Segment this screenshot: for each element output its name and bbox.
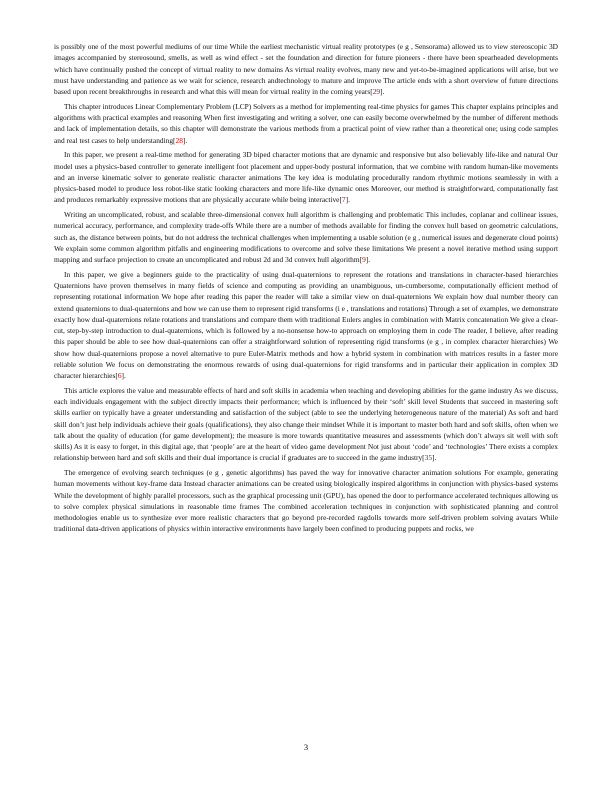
paragraph-text: ].: [182, 135, 188, 145]
paragraph-text: This chapter introduces Linear Complementary Problem (LCP) Solvers as a method for implementing real-time physics for games This chapter explains principles and algorithms with practical examples and reasoning When first investigating and writing a solver, one can easily become overwhelmed by the number of different methods and lack of implementation details, so this chapter will demonstrate the various methods from a practical point of view rather than a theoretical one; using code samples and real test cases to help understanding[: [54, 101, 558, 145]
paragraph-text: ].: [432, 453, 437, 463]
paragraph-text: ].: [365, 255, 371, 264]
paragraph-text: In this paper, we give a beginners guide to the practicality of using dual-quaternions to represent the rotations and translations in character-based hierarchies Quaternions have proven themselves in many fields of science and computing as providing an unambiguous, un-cumbersome, computationally efficient method of representing rotational information We hope after reading this paper the reader will take a similar view on dual-quaternions We explain how dual number theory can extend quaternions to dual-quaternions and how we can use them to represent rigid transforms (i e , translations and rotations) Through a set of examples, we demonstrate exactly how dual-quaternions relate rotations and translations and compare them with traditional Eulers angles in combination with Matrix concatenation We give a clear-cut, step-by-step introduction to dual-quaternions, which is followed by a no-nonsense how-to approach on employing them in code The reader, I believe, after reading this paper should be able to see how dual-quaternions can offer a straightforward solution of representing rigid transforms (e g , in complex character hierarchies) We show how dual-quaternions propose a novel alternative to pure Euler-Matrix methods and how a hybrid system in combination with matrices results in a faster more reliable solution We focus on demonstrating the enormous rewards of using dual-quaternions for rigid transforms and in particular their application in complex 3D character hierarchies[: [54, 269, 558, 380]
citation-link[interactable]: 7: [341, 195, 346, 205]
paragraph: [54, 101, 558, 146]
paragraph: [54, 149, 558, 205]
citation-link[interactable]: 29: [372, 87, 381, 96]
page-body: [54, 41, 558, 538]
paragraph-text: This article explores the value and measurable effects of hard and soft skills in academia when teaching and developing abilities for the game industry As we discuss, each individuals engagement with the subject directly impacts their performance; which is influenced by their ‘soft’ skill level Students that succeed in mastering soft skills earlier on typically have a greater understanding and satisfaction of the subject (able to see the underlying heterogeneous nature of the material) As soft and hard skill don’t just help individuals achieve their goals (qualifications), they also change their mindset While it is important to master both hard and soft skills, often when we talk about the quality of education (for game development); the measure is more towards quantitative measures and assessments (which don’t always sit well with soft skills) As it is easy to forget, in this digital age, that ‘people’ are at the heart of video game development Not just about ‘code’ and ‘technologies’ There exists a complex relationship between hard and soft skills and their dual importance is crucial if graduates are to succeed in the game industry[: [54, 385, 558, 463]
paragraph: [54, 209, 558, 265]
paragraph: [54, 467, 558, 535]
paragraph-text: ].: [345, 195, 350, 205]
paragraph: [54, 269, 558, 382]
paragraph-text: Writing an uncomplicated, robust, and scalable three-dimensional convex hull algorithm is challenging and problematic This includes, coplanar and collinear issues, numerical accuracy, performance, and complexity trade-offs While there are a number of methods available for finding the convex hull based on geometric calculations, such as, the distance between points, but do not address the technical challenges when implementing a usable solution (e g , numerical issues and degenerate cloud points) We explain some common algorithm pitfalls and engineering modifications to overcome and solve these limitations We present a novel iterative method using support mapping and surface projection to create an uncomplicated and robust 2d and 3d convex hull algorithm[: [54, 210, 558, 264]
paragraph-text: is possibly one of the most powerful mediums of our time While the earliest mechanistic virtual reality prototypes (e g , Sensorama) allowed us to view stereoscopic 3D images accompanied by stereosound, smells, as well as wind effect - set the foundation and direction for future pioneers - there have been spearheaded developments which have continually pushed the concept of virtual reality to new domains As virtual reality evolves, many new and yet-to-be-imagined applications will arise, but we must have understanding and patience as we wait for science, research andtechnology to mature and improve The article ends with a short overview of future directions based upon recent breakthroughs in research and what this will mean for virtual reality in the coming years[: [54, 42, 558, 96]
citation-link[interactable]: 9: [362, 255, 366, 264]
citation-link[interactable]: 6: [117, 371, 122, 380]
paragraph: [54, 41, 558, 97]
paragraph-text: The emergence of evolving search techniques (e g , genetic algorithms) has paved the way for innovative character animation solutions For example, generating human movements without key-frame data Instead character animations can be created using biologically inspired algorithms in conjunction with physics-based systems While the development of highly parallel processors, such as the graphical processing unit (GPU), has opened the door to performance accelerated techniques allowing us to solve complex physical simulations in reasonable time frames The combined acceleration techniques in conjunction with sophisticated planning and control methodologies enable us to synthesize ever more realistic characters that go beyond pre-recorded ragdolls towards more self-driven problem solving avatars While traditional data-driven applications of physics within interactive environments have largely been confined to producing puppets and rocks, we: [54, 468, 558, 534]
paragraph-text: In this paper, we present a real-time method for generating 3D biped character motions that are dynamic and responsive but also believably life-like and natural Our model uses a physics-based controller to generate intelligent foot placement and upper-body postural information, that we combine with random human-like movements and an inverse kinematic solver to generate realistic character animations The key idea is modulating procedurally random rhythmic motions seamlessly in with a physics-based model to produce less robot-like static looking characters and more life-like dynamic ones Moreover, our method is straightforward, computationally fast and produces remarkably expressive motions that are physically accurate while being interactive[: [54, 150, 558, 205]
citation-link[interactable]: 35: [424, 453, 433, 463]
paragraph-text: ].: [121, 371, 126, 380]
page-number: 3: [303, 742, 309, 752]
paragraph: [54, 385, 558, 464]
paragraph-text: ].: [380, 87, 385, 96]
citation-link[interactable]: 28: [175, 135, 183, 145]
